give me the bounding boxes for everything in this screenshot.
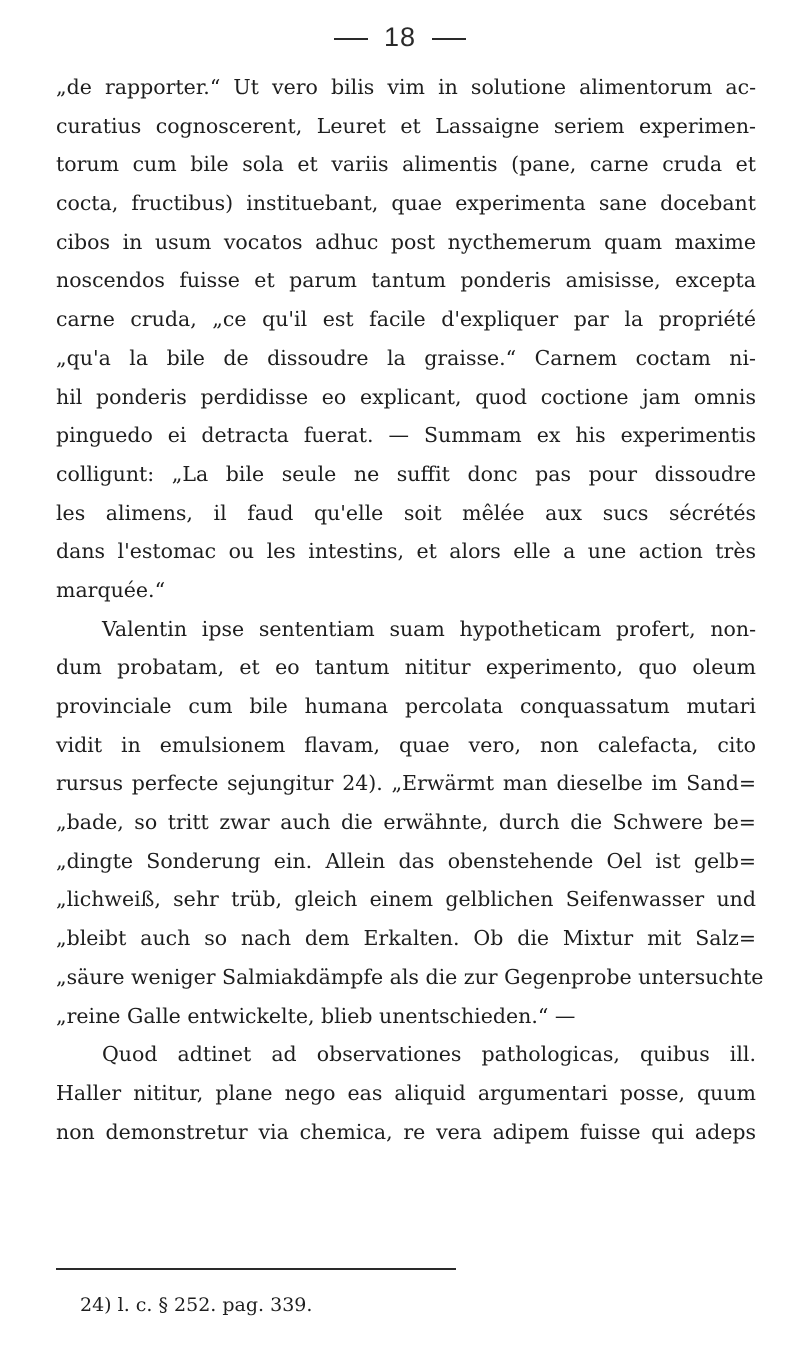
text-line: carne cruda, „ce qu'il est facile d'expliquer par la propriété xyxy=(56,307,756,332)
text-line: cibos in usum vocatos adhuc post nycthemerum quam maxime xyxy=(56,229,756,254)
text-line: curatius cognoscerent, Leuret et Lassaigne seriem experimen- xyxy=(56,113,756,138)
text-line: „bleibt auch so nach dem Erkalten. Ob die Mixtur mit Salz= xyxy=(56,926,756,951)
page-header xyxy=(0,22,800,53)
body-text xyxy=(56,68,764,1151)
text-line: „qu'a la bile de dissoudre la graisse.“ Carnem coctam ni- xyxy=(56,345,756,370)
text-line: provinciale cum bile humana percolata conquassatum mutari xyxy=(56,694,756,718)
text-line: vidit in emulsionem flavam, quae vero, non calefacta, cito xyxy=(56,732,756,757)
text-line: „reine Galle entwickelte, blieb unentschieden.“ — xyxy=(56,1003,576,1028)
text-line: „bade, so tritt zwar auch die erwähnte, durch die Schwere be= xyxy=(56,810,756,835)
text-line: Valentin ipse sententiam suam hypotheticam profert, non- xyxy=(102,616,756,641)
text-line: Haller nititur, plane nego eas aliquid argumentari posse, quum xyxy=(56,1080,756,1105)
text-line: dans l'estomac ou les intestins, et alors elle a une action très xyxy=(56,539,756,564)
text-line: cocta, fructibus) instituebant, quae experimenta sane docebant xyxy=(56,191,756,216)
page-number: 18 xyxy=(383,22,417,52)
header-dash-left xyxy=(334,38,368,40)
text-line: pinguedo ei detracta fuerat. — Summam ex his experimentis xyxy=(56,423,756,448)
text-line: torum cum bile sola et variis alimentis (pane, carne cruda et xyxy=(56,152,756,177)
text-line: hil ponderis perdidisse eo explicant, quod coctione jam omnis xyxy=(56,384,756,409)
footnote-rule xyxy=(56,1268,456,1270)
text-line: „lichweiß, sehr trüb, gleich einem gelblichen Seifenwasser und xyxy=(56,887,756,912)
text-line: noscendos fuisse et parum tantum ponderis amisisse, excepta xyxy=(56,268,756,293)
text-line: Quod adtinet ad observationes pathologicas, quibus ill. xyxy=(102,1042,756,1067)
text-line: les alimens, il faud qu'elle soit mêlée aux sucs sécrétés xyxy=(56,500,756,525)
text-line: colligunt: „La bile seule ne suffit donc pas pour dissoudre xyxy=(56,461,756,486)
text-line: dum probatam, et eo tantum nititur experimento, quo oleum xyxy=(56,655,756,680)
text-line: „dingte Sonderung ein. Allein das obenstehende Oel ist gelb= xyxy=(56,848,756,873)
text-line: „säure weniger Salmiakdämpfe als die zur Gegenprobe untersuchte xyxy=(56,964,764,989)
footnote: 24) l. c. § 252. pag. 339. xyxy=(80,1294,313,1316)
text-line: „de rapporter.“ Ut vero bilis vim in solutione alimentorum ac- xyxy=(56,75,756,99)
header-dash-right xyxy=(432,38,466,40)
text-line: marquée.“ xyxy=(56,577,166,602)
text-line: non demonstretur via chemica, re vera adipem fuisse qui adeps xyxy=(56,1119,756,1144)
text-line: rursus perfecte sejungitur 24). „Erwärmt man dieselbe im Sand= xyxy=(56,771,756,796)
